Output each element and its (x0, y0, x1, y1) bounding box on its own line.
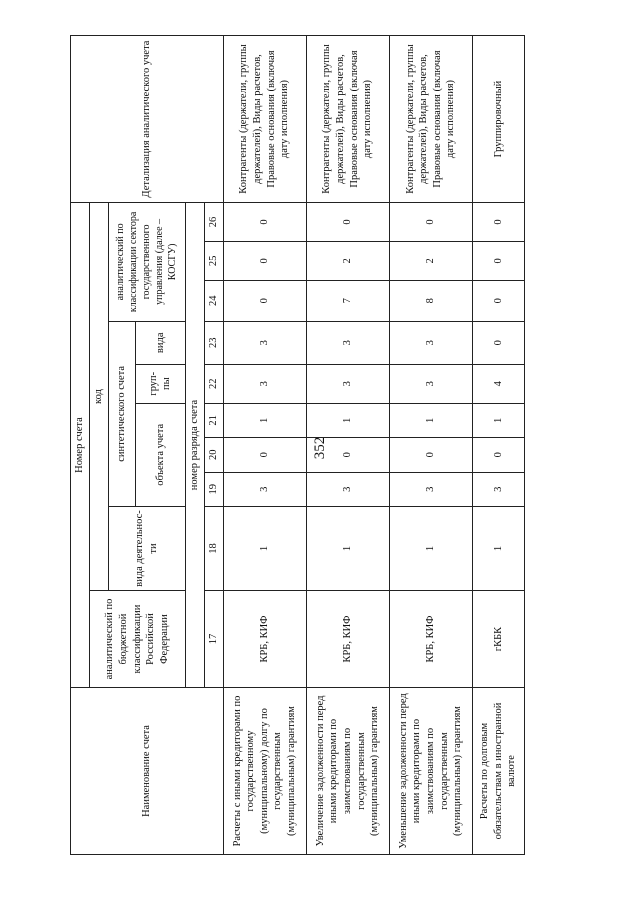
activity-code: 1 (223, 507, 306, 591)
digit-cell: 22 (204, 364, 223, 403)
kosgu-digit-25: 2 (306, 242, 389, 281)
kosgu-digit-25: 0 (472, 242, 524, 281)
kosgu-digit-26: 0 (472, 203, 524, 242)
kosgu-digit-26: 0 (306, 203, 389, 242)
kosgu-digit-24: 0 (223, 280, 306, 321)
header-activity-type: вида деятельнос-ти (108, 507, 185, 591)
object-digit-20: 0 (223, 438, 306, 472)
kosgu-digit-24: 7 (306, 280, 389, 321)
budget-classification: гКБК (472, 591, 524, 688)
object-digit-21: 1 (223, 403, 306, 437)
kind-code: 3 (306, 321, 389, 364)
header-synthetic-account: синтетического счета (108, 321, 135, 506)
kind-code: 3 (389, 321, 472, 364)
digit-cell: 21 (204, 403, 223, 437)
kosgu-digit-24: 0 (472, 280, 524, 321)
object-digit-19: 3 (472, 472, 524, 506)
analytic-detail: Контрагенты (держатели, группы держателей), Виды расчетов, Правовые основания (включая дату исполнения) (306, 36, 389, 203)
kosgu-digit-25: 0 (223, 242, 306, 281)
table-row (472, 36, 524, 855)
analytic-detail: Контрагенты (держатели, группы держателей), Виды расчетов, Правовые основания (включая дату исполнения) (389, 36, 472, 203)
digit-cell: 17 (204, 591, 223, 688)
analytic-detail: Контрагенты (держатели, группы держателей), Виды расчетов, Правовые основания (включая дату исполнения) (223, 36, 306, 203)
budget-classification: КРБ, КИФ (306, 591, 389, 688)
object-digit-19: 3 (306, 472, 389, 506)
object-digit-21: 1 (306, 403, 389, 437)
header-analytic-detail: Детализация аналитического учета (71, 36, 224, 203)
object-digit-19: 3 (389, 472, 472, 506)
header-code: код (89, 203, 108, 591)
kosgu-digit-24: 8 (389, 280, 472, 321)
digit-cell: 23 (204, 321, 223, 364)
header-object: объекта учета (136, 403, 186, 506)
kosgu-digit-26: 0 (389, 203, 472, 242)
rotated-table-container (70, 35, 525, 855)
header-row-1 (71, 36, 90, 855)
kosgu-digit-26: 0 (223, 203, 306, 242)
account-name: Увеличение задолженности перед иными кредиторами по заимствованиям по государственным (муниципальным) гарантиям (306, 688, 389, 855)
analytic-detail: Группировочный (472, 36, 524, 203)
table-row (306, 36, 389, 855)
header-account-name: Наименование счета (71, 688, 224, 855)
digit-cell: 24 (204, 280, 223, 321)
activity-code: 1 (389, 507, 472, 591)
digit-cell: 18 (204, 507, 223, 591)
object-digit-20: 0 (472, 438, 524, 472)
digit-cell: 20 (204, 438, 223, 472)
header-analytic-budget: аналитический по бюджетной классификации Российской Федерации (89, 591, 185, 688)
account-name: Расчеты с иными кредиторами по государственному (муниципальному) долгу по государственным (муниципальным) гарантиям (223, 688, 306, 855)
object-digit-21: 1 (389, 403, 472, 437)
budget-classification: КРБ, КИФ (389, 591, 472, 688)
activity-code: 1 (306, 507, 389, 591)
group-code: 4 (472, 364, 524, 403)
object-digit-21: 1 (472, 403, 524, 437)
header-group: груп-пы (136, 364, 186, 403)
activity-code: 1 (472, 507, 524, 591)
header-analytic-kosgu: аналитический по классификации сектора государственного управления (далее – КОСГУ) (108, 203, 185, 322)
table-row (223, 36, 306, 855)
kind-code: 3 (223, 321, 306, 364)
table-row (389, 36, 472, 855)
account-name: Уменьшение задолженности перед иными кредиторами по заимствованиям по государственным (муниципальным) гарантиям (389, 688, 472, 855)
header-digit-number: номер разряда счета (185, 203, 204, 688)
kosgu-digit-25: 2 (389, 242, 472, 281)
account-name: Расчеты по долговым обязательствам в иностранной валюте (472, 688, 524, 855)
object-digit-20: 0 (306, 438, 389, 472)
digit-cell: 19 (204, 472, 223, 506)
group-code: 3 (223, 364, 306, 403)
group-code: 3 (389, 364, 472, 403)
header-account-number: Номер счета (71, 203, 90, 688)
digit-cell: 26 (204, 203, 223, 242)
page-number: 352 (311, 436, 328, 460)
header-kind: вида (136, 321, 186, 364)
object-digit-19: 3 (223, 472, 306, 506)
budget-classification: КРБ, КИФ (223, 591, 306, 688)
digit-cell: 25 (204, 242, 223, 281)
kind-code: 0 (472, 321, 524, 364)
group-code: 3 (306, 364, 389, 403)
accounts-table (70, 35, 525, 855)
object-digit-20: 0 (389, 438, 472, 472)
